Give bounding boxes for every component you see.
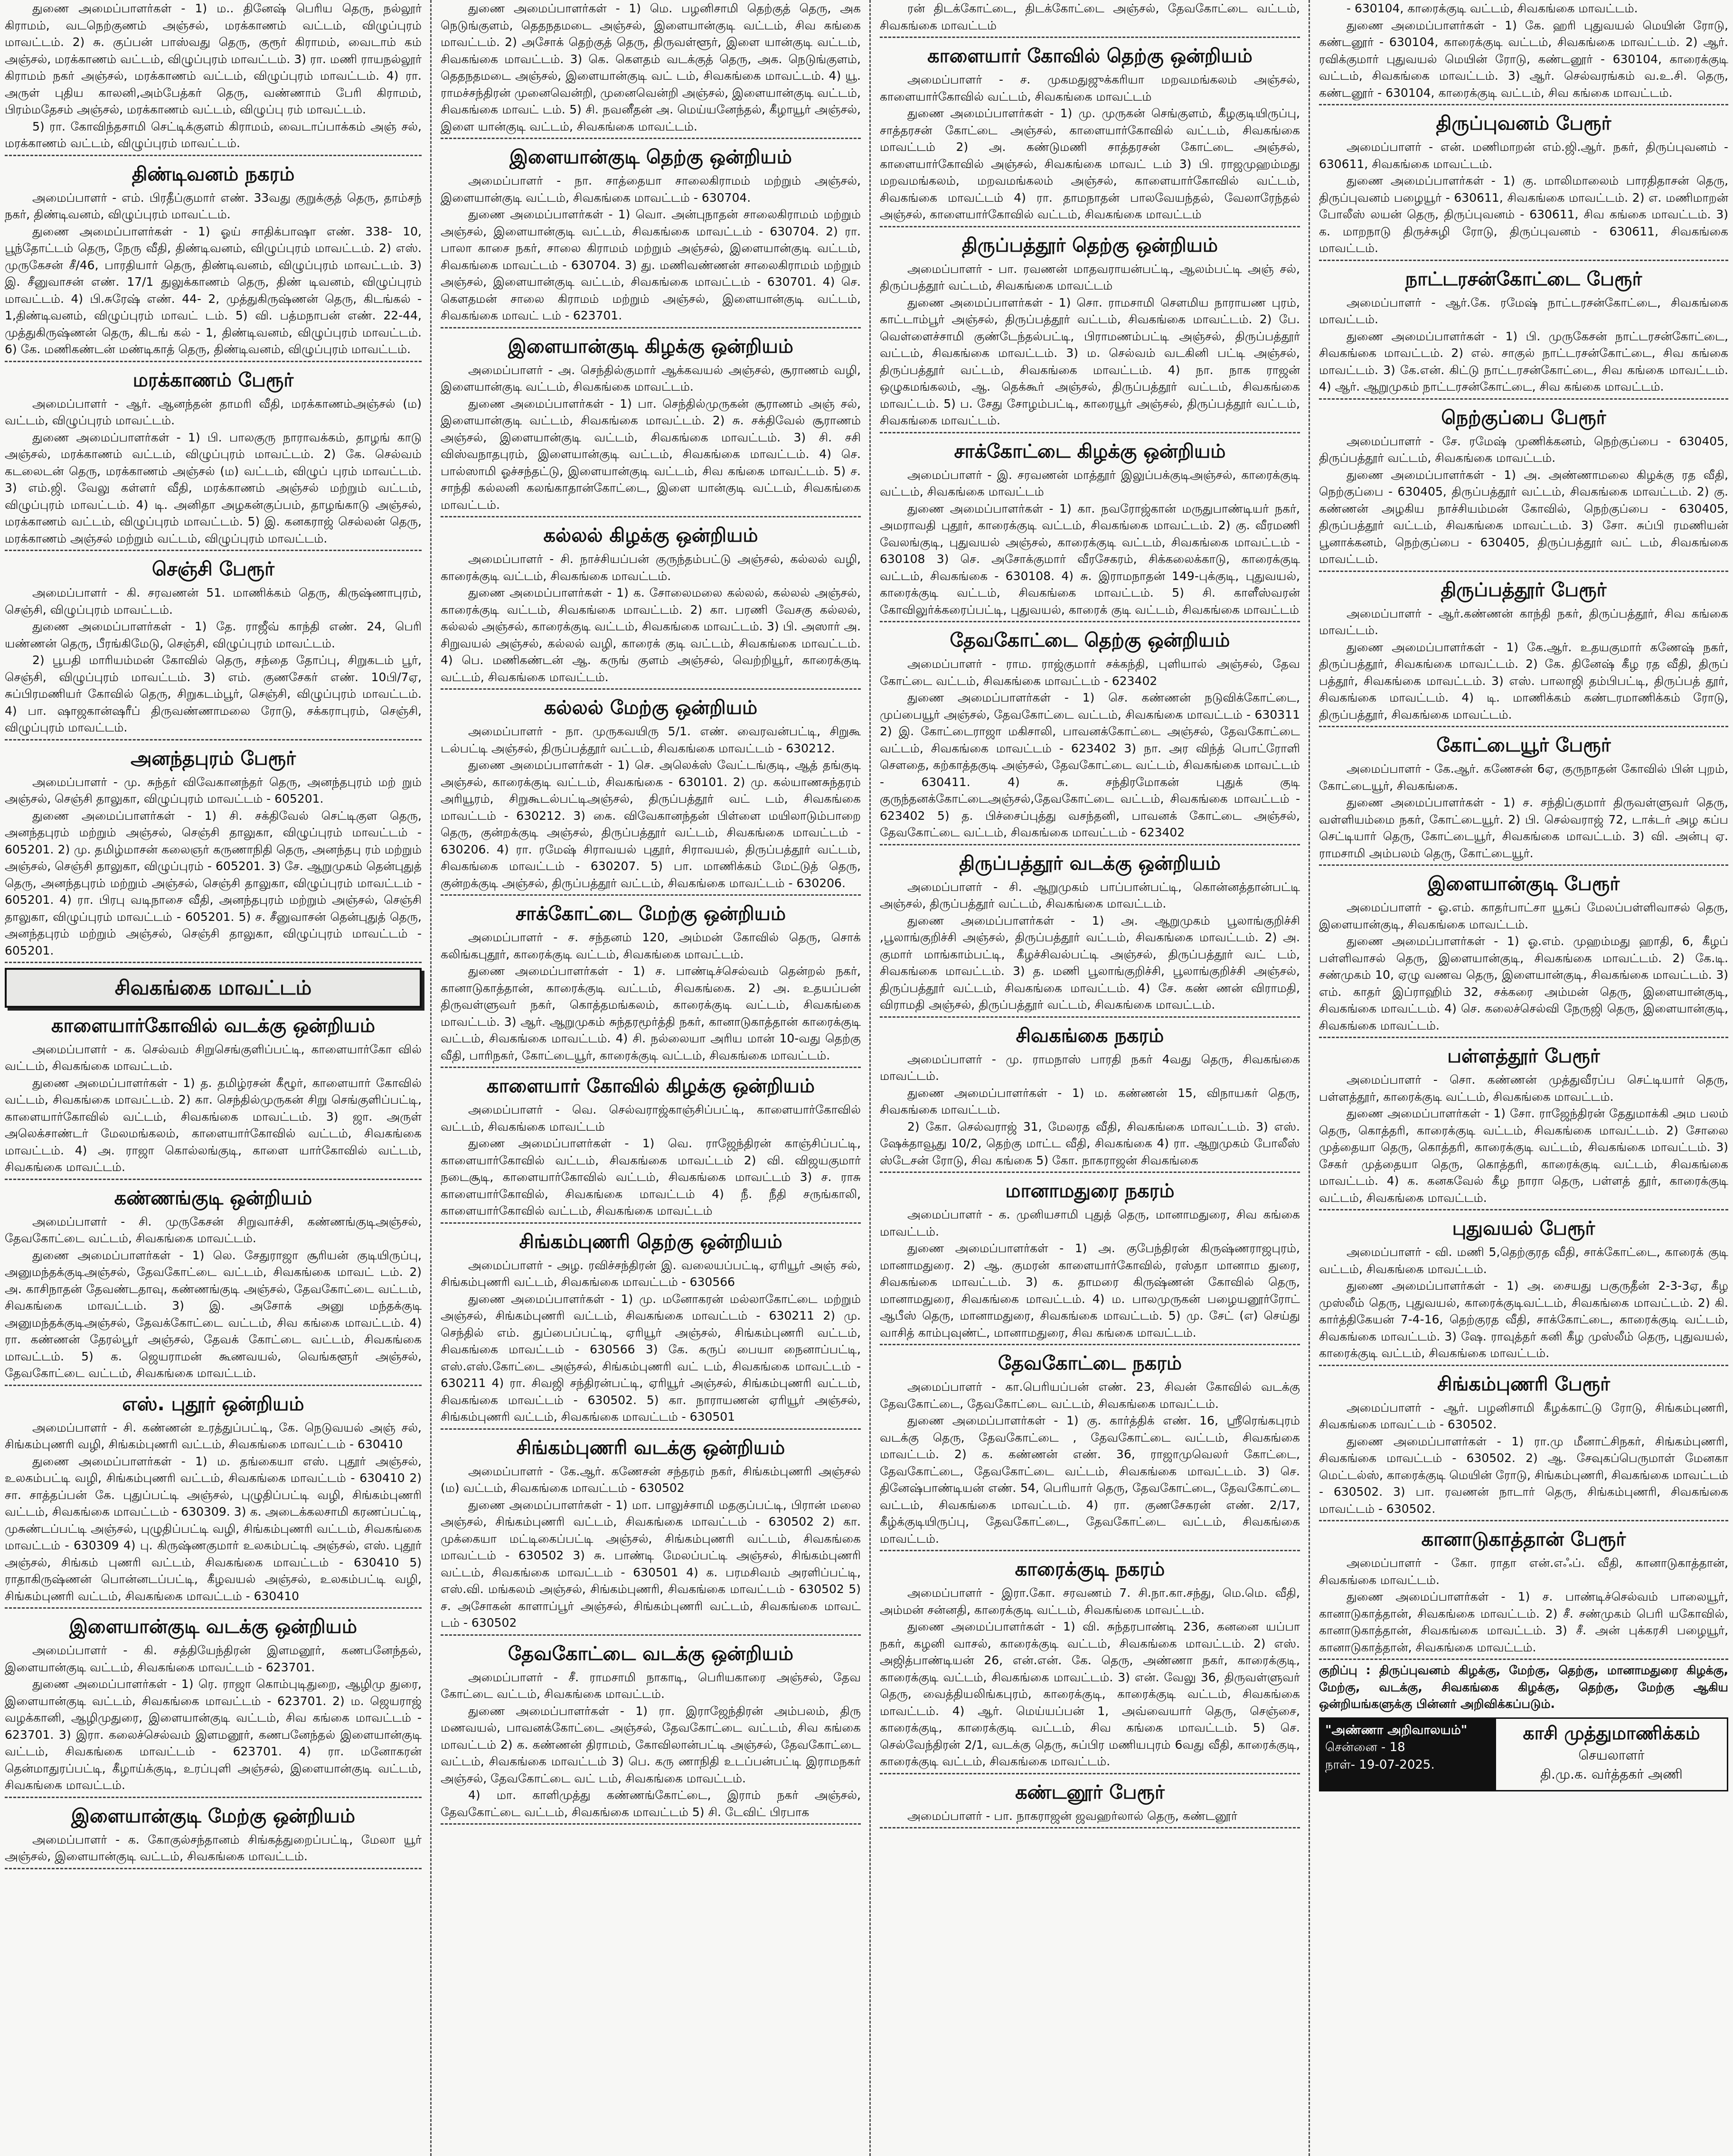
section-divider xyxy=(5,1797,422,1798)
notice-paragraph: அமைப்பாளர் - சொ. கண்ணன் முத்துவீரப்ப செட்டியார் தெரு, பள்ளத்தூர், காரைக்குடி வட்டம், சிவகங்கை மாவட்டம். xyxy=(1319,1073,1728,1104)
office-name: "அண்ணா அறிவாலயம்" xyxy=(1325,1723,1468,1737)
notice-paragraph: 2) கோ. செல்வராஜ் 31, மேலரத வீதி, சிவகங்கை மாவட்டம். 3) எஸ். ஷேக்தாவூது 10/2, தெற்கு மாட்ட வீதி, சிவகங்கை 4) ரா. ஆறுமுகம் போலீஸ் ஸ்டேசன் ரோடு, சிவ கங்கை 5) கோ. நாகராஜன் சிவகங்கை xyxy=(880,1119,1300,1167)
notice-paragraph: அமைப்பாளர் - கி. சரவணன் 51. மாணிக்கம் தெரு, கிருஷ்ணாபுரம், செஞ்சி, விழுப்புரம் மாவட்டம். xyxy=(5,586,422,617)
notice-paragraph: துணை அமைப்பாளர்கள் - 1) அ. ஆறுமுகம் பூலாங்குறிச்சி ,பூலாங்குறிச்சி அஞ்சல், திருப்பத்தூர் வட்டம், சிவகங்கை மாவட்டம். 2) அ. குமார் மாங்காம்பட்டி, கீழச்சிவல்பட்டி அஞ்சல், திருப்பத்தூர் வட் டம், சிவகங்கை மாவட்டம். 3) த. மணி பூலாங்குறிச்சி, பூலாங்குறிச்சி அஞ்சல், திருப்பத்தூர் வட்டம், சிவகங்கை மாவட்டம். 4) சே. கண் ணன் விராமதி, விராமதி அஞ்சல், திருப்பத்தூர் வட்டம், சிவகங்கை மாவட்டம். xyxy=(880,913,1300,1012)
notice-paragraph: துணை அமைப்பாளர்கள் - 1) செ. கண்ணன் நடுவிக்கோட்டை, முப்பையூர் அஞ்சல், தேவகோட்டை வட்டம், சிவகங்கை மாவட்டம் - 630311 2) இ. கோட்டைராஜா மகிசாலி, பாவனக்கோட்டை அஞ்சல், தேவகோட்டை வட்டம், சிவகங்கை மாவட்டம் - 623402 3) நா. அர விந்த் பொட்ரோளி சௌதை, கற்காத்தகுடி அஞ்சல், தேவகோட்டை வட்டம், சிவகங்கை மாவட்டம் - 630411. 4) சு. சந்திரமோகன் புதுக் குடி குருந்தனக்கோட்டைஅஞ்சல்,தேவகோட்டை வட்டம், சிவகங்கை மாவட்டம் - 623402 5) த. பிச்சைப்புத்து வசந்தனி, பாவனக் கோட்டை அஞ்சல், தேவகோட்டை வட்டம், சிவகங்கை மாவட்டம் - 623402 xyxy=(880,691,1300,839)
section-divider xyxy=(1319,398,1728,400)
section-divider xyxy=(1319,104,1728,105)
section-heading: திண்டிவனம் நகரம் xyxy=(132,163,295,185)
notice-paragraph: அமைப்பாளர் - கோ. ராதா என்.எஃப். வீதி, கானாடுகாத்தான், சிவகங்கை மாவட்டம். xyxy=(1319,1556,1728,1587)
notice-section xyxy=(441,146,861,324)
section-heading: கல்லல் மேற்கு ஒன்றியம் xyxy=(544,697,758,719)
notice-section xyxy=(5,1805,422,1865)
notice-section xyxy=(441,1436,861,1631)
notice-section xyxy=(880,45,1300,223)
section-heading: திருப்பத்தூர் தெற்கு ஒன்றியம் xyxy=(961,234,1218,256)
notice-paragraph: அமைப்பாளர் - ச. சந்தனம் 120, அம்மன் கோவில் தெரு, சொக் கலிங்கபுதூர், காரைக்குடி வட்டம், சிவகங்கை மாவட்டம். xyxy=(441,930,861,961)
signature-block xyxy=(1319,1717,1728,1791)
section-divider xyxy=(880,432,1300,433)
notice-paragraph: துணை அமைப்பாளர்கள் - 1) ச. சந்திப்குமார் திருவள்ளுவர் தெரு, வள்ளியம்மை நகர், கோட்டையூர். 2) பி. செல்வராஜ் 72, டாக்டர் அழ கப்ப செட்டியார் தெரு, கோட்டையூர், சிவகங்கை மாவட்டம். 3) வி. அன்பு ஏ. ராமசாமி அம்பலம் தெரு, கோட்டையூர். xyxy=(1319,796,1728,860)
notice-paragraph: துணை அமைப்பாளர்கள் - 1) ச. பாண்டிச்செல்வம் பாலையூர், கானாடுகாத்தான், சிவகங்கை மாவட்டம். 2) சீ. சண்முகம் பெரி யகோவில், கானாடுகாத்தான், சிவகங்கை மாவட்டம். 3) சீ. அன் புக்கரசி பழையூர், கானாடுகாத்தான், சிவகங்கை மாவட்டம். xyxy=(1319,1590,1728,1654)
notice-section xyxy=(880,1024,1300,1169)
notice-section xyxy=(5,0,422,152)
notice-section xyxy=(441,696,861,891)
section-heading: நாட்டரசன்கோட்டை பேரூர் xyxy=(1405,268,1642,290)
notice-paragraph: துணை அமைப்பாளர்கள் - 1) பி. பாலகுரு நாராவக்கம், தாழங் காடு அஞ்சல், மரக்காணம் வட்டம், விழுப்புரம் மாவட்டம். 2) கே. செல்வம் கடலைடன் தெரு, மரக்காணம் அஞ்சல் (ம) வட்டம், விழுப் புரம் மாவட்டம். 3) எம்.ஜி. வேலு கள்ளர் வீதி, மரக்காணம் அஞ்சல் மற்றும் வட்டம், விழுப்புரம் மாவட்டம். 4) டி. அனிதா அழகன்குப்பம், தாழங்காடு அஞ்சல், மரக்காணம் வட்டம், விழுப்புரம் மாவட்டம். 5) இ. கனகராஜ் செல்லன் தெரு, மரக்காணம் அஞ்சல் மற்றும் வட்டம், விழுப்புரம் மாவட்டம். xyxy=(5,430,422,545)
notice-paragraph: அமைப்பாளர் - சி. கண்ணன் உரத்துப்பட்டி, கே. நெடுவயல் அஞ் சல், சிங்கம்புணரி வழி, சிங்கம்புணரி வட்டம், சிவகங்கை மாவட்டம் - 630410 xyxy=(5,1420,422,1452)
section-divider xyxy=(1319,1520,1728,1521)
notice-paragraph: அமைப்பாளர் - க. செல்வம் சிறுசெங்குளிப்பட்டி, காளையார்கோ வில் வட்டம், சிவகங்கை மாவட்டம். xyxy=(5,1042,422,1073)
office-city: சென்னை - 18 xyxy=(1325,1740,1405,1755)
section-heading: இளையான்குடி பேரூர் xyxy=(1427,873,1620,895)
section-divider xyxy=(441,516,861,517)
notice-section xyxy=(880,629,1300,841)
notice-paragraph: அமைப்பாளர் - அழ. ரவிச்சந்திரன் இ. வலையப்பட்டி, ஏரியூர் அஞ் சல், சிங்கம்புணரி வட்டம், சிவகங்கை மாவட்டம் - 630566 xyxy=(441,1258,861,1289)
notice-paragraph: துணை அமைப்பாளர்கள் - 1) மு. மனோகரன் மல்லாகோட்டை மற்றும் அஞ்சல், சிங்கம்புணரி வட்டம், சிவகங்கை மாவட்டம் - 630211 2) மு. செந்தில் எம். துப்பைப்பட்டி, ஏரியூர் அஞ்சல், சிங்கம்புணரி வட்டம், சிவகங்கை மாவட்டம் - 630566 3) கே. கருப் பையா நைனாப்பட்டி, எஸ்.எஸ்.கோட்டை அஞ்சல், சிங்கம்புணரி வட் டம், சிவகங்கை மாவட்டம் - 630211 4) ரா. சிவஜி சந்திரன்பட்டி, ஏரியூர் அஞ்சல், சிங்கம்புணரி வட்டம், சிவகங்கை மாவட்டம் - 630502. 5) கா. நாராயணன் ஏரியூர் அஞ்சல், சிங்கம்புணரி வட்டம், சிவகங்கை மாவட்டம் - 630501 xyxy=(441,1292,861,1424)
notice-section xyxy=(5,163,422,358)
notice-section xyxy=(880,852,1300,1013)
notice-paragraph: அமைப்பாளர் - கா.பெரியப்பன் எண். 23, சிவன் கோவில் வடக்கு தேவகோட்டை, தேவகோட்டை வட்டம், சிவகங்கை மாவட்டம். xyxy=(880,1380,1300,1411)
notice-section xyxy=(1319,0,1728,101)
section-divider xyxy=(880,226,1300,227)
notice-paragraph: அமைப்பாளர் - இரா.கோ. சரவணம் 7. சி.நா.கா.சந்து, மெ.மெ. வீதி, அம்மன் சன்னதி, காரைக்குடி வட்டம், சிவகங்கை மாவட்டம். xyxy=(880,1586,1300,1617)
section-divider xyxy=(1319,260,1728,261)
issue-date: நாள்- 19-07-2025. xyxy=(1325,1758,1435,1772)
section-heading: கோட்டையூர் பேரூர் xyxy=(1436,734,1611,756)
section-divider xyxy=(880,1344,1300,1345)
notice-paragraph: துணை அமைப்பாளர்கள் - 1) மா. பாலுச்சாமி மதகுப்பட்டி, பிரான் மலை அஞ்சல், சிங்கம்புணரி வட்டம், சிவகங்கை மாவட்டம் - 630502 2) கா. முக்கையா மட்டிகைப்பட்டி அஞ்சல், சிங்கம்புணரி வட்டம், சிவகங்கை மாவட்டம் - 630502 3) சு. பாண்டி மேலப்பட்டி அஞ்சல், சிங்கம்புணரி வட்டம், சிவகங்கை மாவட்டம் - 630501 4) க. பரமசிவம் அரளிப்பட்டி, எஸ்.வி. மங்கலம் அஞ்சல், சிங்கம்புணரி, சிவகங்கை மாவட்டம் - 630502 5) ச. அசோகன் காளாப்பூர் அஞ்சல், சிங்கம்புணரி வட்டம், சிவகங்கை மாவட் டம் - 630502 xyxy=(441,1498,861,1630)
section-heading: பள்ளத்தூர் பேரூர் xyxy=(1447,1045,1600,1067)
notice-paragraph: அமைப்பாளர் - க. கோகுல்சந்தானம் சிங்கத்துறைப்பட்டி, மேலா யூர் அஞ்சல், இளையான்குடி வட்டம், சிவகங்கை மாவட்டம். xyxy=(5,1832,422,1864)
section-divider xyxy=(441,1823,861,1825)
section-heading: சிவகங்கை நகரம் xyxy=(1016,1024,1164,1047)
notice-paragraph: துணை அமைப்பாளர்கள் - 1) பி. முருகேசன் நாட்டரசன்கோட்டை, சிவகங்கை மாவட்டம். 2) எல். சாகுல் நாட்டரசன்கோட்டை, சிவ கங்கை மாவட்டம். 3) கே.என். கிட்டு நாட்டரசன்கோட்டை, சிவ கங்கை மாவட்டம். 4) ஆர். ஆறுமுகம் நாட்டரசன்கோட்டை, சிவ கங்கை மாவட்டம். xyxy=(1319,329,1728,394)
notice-paragraph: துணை அமைப்பாளர்கள் - 1) ச. பாண்டிச்செல்வம் தென்றல் நகர், கானாடுகாத்தான், காரைக்குடி வட்டம், சிவகங்கை. 2) அ. உதயப்பன் திருவள்ளுவர் நகர், கொத்தமங்கலம், காரைக்குடி வட்டம், சிவகங்கை மாவட்டம். 3) ஆர். ஆறுமுகம் சுந்தரமூர்த்தி நகர், கானாடுகாத்தான் காரைக்குடி வட்டம், சிவகங்கை மாவட்டம். 4) சி. நல்லையா அரிய மான் 10-வது தெற்கு வீதி, பாரிநகர், கோட்டையூர், காரைக்குடி வட்டம், சிவகங்கை மாவட்டம். xyxy=(441,964,861,1062)
notice-paragraph: துணை அமைப்பாளர்கள் - 1) ரெ. ராஜா கொம்புடிதுறை, ஆழிமு துரை, இளையான்குடி வட்டம், சிவகங்கை மாவட்டம் - 623701. 2) ம. ஜெயராஜ் வழக்கானி, ஆழிமுதுரை, இளையான்குடி வட்டம், சிவ கங்கை மாவட்டம் - 623701. 3) இரா. கலைச்செல்வம் இளமனூர், கணபனேந்தல் இளையான்குடி வட்டம், சிவகங்கை மாவட்டம் - 623701. 4) ரா. மனோகரன் தென்மாதுரப்பட்டி, கீழாய்க்குடி, உரப்புளி அஞ்சல், இளையான்குடி வட்டம், சிவகங்கை மாவட்டம். xyxy=(5,1677,422,1792)
section-divider xyxy=(441,1222,861,1224)
notice-section xyxy=(5,1014,422,1176)
district-banner: சிவகங்கை மாவட்டம் xyxy=(5,968,422,1008)
section-heading: தேவகோட்டை நகரம் xyxy=(998,1352,1182,1374)
notice-paragraph: அமைப்பாளர் - ஓ.எம். காதர்பாட்சா யூசுப் மேலப்பள்ளிவாசல் தெரு, இளையான்குடி, சிவகங்கை மாவட்டம். xyxy=(1319,900,1728,931)
office-address xyxy=(1320,1719,1496,1790)
notice-paragraph: 2) பூபதி மாரியம்மன் கோவில் தெரு, சந்தை தோப்பு, சிறுகடம் பூர், செஞ்சி, விழுப்புரம் மாவட்டம். 3) எம். குணசேகர் எண். 10பி/7ஏ, சுப்பிரமணியர் கோவில் தெரு, சிறுகடம்பூர், செஞ்சி, விழுப்புரம் மாவட்டம். 4) பா. ஷாஜகான்ஷரீப் திருவண்ணாமலை ரோடு, சக்கராபுரம், செஞ்சி, விழுப்புரம் மாவட்டம். xyxy=(5,653,422,734)
notice-paragraph: 5) ரா. கோவிந்தசாமி செட்டிக்குளம் கிராமம், வைடாப்பாக்கம் அஞ் சல், மரக்காணம் வட்டம், விழுப்புரம் மாவட்டம். xyxy=(5,119,422,150)
notice-paragraph: துணை அமைப்பாளர்கள் - 1) ம. தங்கையா எஸ். புதூர் அஞ்சல், உலகம்பட்டி வழி, சிங்கம்புணரி வட்டம், சிவகங்கை மாவட்டம் - 630410 2) சா. சாத்தப்பன் கே. புதுப்பட்டி அஞ்சல், புழுதிப்பட்டி வழி, சிங்கம்புணரி வட்டம், சிவகங்கை மாவட்டம் - 630309. 3) க. அடைக்கலசாமி கரணப்பட்டி, முசுண்டப்பட்டி அஞ்சல், புழுதிப்பட்டி வழி, சிங்கம்புணரி வட்டம், சிவகங்கை மாவட்டம் - 630309 4) பு. கிருஷ்ணகுமார் உலகம்பட்டி அஞ்சல், எஸ். புதூர் அஞ்சல், சிங்கம் புணரி வட்டம், சிவகங்கை மாவட்டம் - 630410 5) ராதாகிருஷ்ணன் பொன்னடப்பட்டி, கீழவயல் அஞ்சல், உலகம்பட்டி வழி, சிங்கம்புணரி வட்டம், சிவகங்கை மாவட்டம் - 630410 xyxy=(5,1454,422,1603)
notice-paragraph: துணை அமைப்பாளர்கள் - 1) த. தமிழ்ரசன் கீழூர், காளையார் கோவில் வட்டம், சிவகங்கை மாவட்டம். 2) கா. செந்தில்முருகன் சிறு செங்குளிப்பட்டி, காளையார்கோவில் வட்டம், சிவகங்கை மாவட்டம். 3) ஜா. அருள் அலெக்சாண்டர் மேலமங்கலம், காளையார்கோவில் வட்டம், சிவகங்கை மாவட்டம். 4) அ. ராஜா கொல்லங்குடி, காளை யார்கோவில் வட்டம், சிவகங்கை மாவட்டம். xyxy=(5,1076,422,1174)
notice-section xyxy=(5,558,422,736)
section-heading: காளையார்கோவில் வடக்கு ஒன்றியம் xyxy=(51,1014,376,1037)
notice-section xyxy=(441,1642,861,1821)
notice-section xyxy=(1319,1528,1728,1656)
section-divider xyxy=(1319,726,1728,727)
notice-paragraph: அமைப்பாளர் - அ. செந்தில்குமார் ஆக்கவயல் அஞ்சல், சூராணம் வழி, இளையான்குடி வட்டம், சிவகங்கை மாவட்டம். xyxy=(441,363,861,394)
footnote: குறிப்பு : திருப்புவனம் கிழக்கு, மேற்கு, தெற்கு, மானாமதுரை கிழக்கு, மேற்கு, வடக்கு, சிவகங்கை கிழக்கு, தெற்கு, மேற்கு ஆகிய ஒன்றியங்களுக்கு பின்னர் அறிவிக்கப்படும். xyxy=(1319,1663,1728,1711)
notice-paragraph: அமைப்பாளர் - வி. மணி 5,தெற்குரத வீதி, சாக்கோட்டை, காரைக் குடி வட்டம், சிவகங்கை மாவட்டம். xyxy=(1319,1245,1728,1276)
notice-section xyxy=(441,902,861,1064)
column-divider xyxy=(869,0,871,2156)
notice-paragraph: துணை அமைப்பாளர்கள் - 1) வொ. அன்புநாதன் சாலைகிராமம் மற்றும் அஞ்சல், இளையான்குடி வட்டம், சிவகங்கை மாவட்டம் - 630704. 2) ரா. பாலா காசை நகர், சாலை கிராமம் மற்றும் அஞ்சல், இளையான்குடி வட்டம், சிவகங்கை மாவட்டம் - 630704. 3) து. மணிவண்ணன் சாலைகிராமம் மற்றும் அஞ்சல், இளையான்குடி வட்டம், சிவகங்கை மாவட்டம் - 630701. 4) செ. கௌதமன் சாலை கிராமம் மற்றும் அஞ்சல், இளையான்குடி வட்டம், சிவகங்கை மாவட் டம் - 623701. xyxy=(441,207,861,322)
notice-paragraph: அமைப்பாளர் - என். மணிமாறன் எம்.ஜி.ஆர். நகர், திருப்புவனம் - 630611, சிவகங்கை மாவட்டம். xyxy=(1319,140,1728,171)
notice-section xyxy=(441,335,861,514)
notice-paragraph: அமைப்பாளர் - நா. முருகவயிரு 5/1. எண். வைரவன்பட்டி, சிறுகூ டல்பட்டி அஞ்சல், திருப்பத்தூர் வட்டம், சிவகங்கை மாவட்டம் - 630212. xyxy=(441,724,861,755)
section-divider xyxy=(1319,1209,1728,1210)
notice-section xyxy=(1319,579,1728,723)
notice-paragraph: ரன் திடக்கோட்டை, திடக்கோட்டை அஞ்சல், தேவகோட்டை வட்டம், சிவகங்கை மாவட்டம் xyxy=(880,1,1300,32)
notice-section xyxy=(1319,1373,1728,1518)
notice-paragraph: துணை அமைப்பாளர்கள் - 1) ரா. இராஜேந்திரன் அம்பலம், திரு மணவயல், பாவனக்கோட்டை அஞ்சல், தேவகோட்டை வட்டம், சிவ கங்கை மாவட்டம் 2) க. கண்ணன் திராமம், கோவிலான்பட்டி அஞ்சல், தேவகோட்டை வட்டம், சிவகங்கை மாவட்டம் 3) பெ. கரு ணாநிதி உடப்பன்பட்டி இராமநகர் அஞ்சல், தேவகோட்டை வட் டம், சிவகங்கை மாவட்டம். xyxy=(441,1704,861,1785)
column-3 xyxy=(875,0,1305,2156)
notice-paragraph: அமைப்பாளர் - ஆர். ஆனந்தன் தாமரி வீதி, மரக்காணம்அஞ்சல் (ம) வட்டம், விழுப்புரம் மாவட்டம். xyxy=(5,396,422,427)
signer-name: காசி முத்துமாணிக்கம் xyxy=(1523,1722,1700,1744)
notice-paragraph: அமைப்பாளர் - எம். பிரதீப்குமார் எண். 33வது குறுக்குத் தெரு, தாம்சந் நகர், திண்டிவனம், விழுப்புரம் மாவட்டம். xyxy=(5,190,422,221)
notice-section xyxy=(1319,112,1728,257)
section-divider xyxy=(441,1428,861,1430)
section-divider xyxy=(1319,1659,1728,1660)
notice-paragraph: துணை அமைப்பாளர்கள் - 1) மெ. பழனிசாமி தெற்குத் தெரு, அக நெடுங்குளம், தெதநதமடை அஞ்சல், இளையான்குடி வட்டம், சிவ கங்கை மாவட்டம். 2) அசோக் தெற்குத் தெரு, திருவள்ளூர், இளை யான்குடி வட்டம், சிவகங்கை மாவட்டம். 3) கெ. கௌதம் வடக்குத் தெரு, அக. நெடுங்குளம், தெதநதமடை அஞ்சல், இளையான்குடி வட் டம், சிவகங்கை மாவட்டம். 4) யூ. ராமச்சந்திரன் முனைவென்றி, முனைவென்றி அஞ்சல், இளையான்குடி வட்டம், சிவகங்கை மாவட் டம். 5) சி. நவனீதன் அ. மெய்யனேந்தல், கீழாயூர் அஞ்சல், இளை யான்குடி வட்டம், சிவகங்கை மாவட்டம். xyxy=(441,1,861,133)
section-heading: சிங்கம்புணரி பேரூர் xyxy=(1437,1373,1611,1395)
notice-paragraph: துணை அமைப்பாளர்கள் - 1) ம. கண்ணன் 15, விநாயகர் தெரு, சிவகங்கை மாவட்டம். xyxy=(880,1086,1300,1116)
notice-paragraph: அமைப்பாளர் - இ. சரவணன் மாத்தூர் இலுப்பக்குடிஅஞ்சல், காரைக்குடி வட்டம், சிவகங்கை மாவட்டம் xyxy=(880,468,1300,498)
section-divider xyxy=(5,739,422,741)
signer-role: செயலாளர் xyxy=(1578,1747,1645,1763)
section-divider xyxy=(880,621,1300,622)
section-heading: அனந்தபுரம் பேரூர் xyxy=(130,747,296,769)
section-heading: காரைக்குடி நகரம் xyxy=(1015,1558,1165,1580)
section-divider xyxy=(880,1172,1300,1173)
section-heading: திருப்பத்தூர் பேரூர் xyxy=(1441,579,1607,601)
section-heading: நெற்குப்பை பேரூர் xyxy=(1441,406,1606,429)
section-divider xyxy=(880,1016,1300,1018)
section-divider xyxy=(5,1868,422,1869)
notice-paragraph: துணை அமைப்பாளர்கள் - 1) வெ. ராஜேந்திரன் காஞ்சிப்பட்டி, காளையார்கோவில் வட்டம், சிவகங்கை மாவட்டம் 2) வி. விஜயகுமார் நடைசூடி, காளையார்கோவில் வட்டம், சிவகங்கை மாவட்டம் 3) ச. ராசு காளையார்கோவில், சிவகங்கை மாவட்டம் 4) நீ. நீதி சருங்காலி, காளையார்கோவில் வட்டம், சிவகங்கை மாவட்டம் xyxy=(441,1136,861,1218)
notice-section xyxy=(5,1393,422,1605)
notice-paragraph: துணை அமைப்பாளர்கள் - 1) கே. ஹரி புதுவயல் மெயின் ரோடு, கண்டனூர் - 630104, காரைக்குடி வட்டம், சிவகங்கை மாவட்டம். 2) ஆர். ரவிக்குமார் புதுவயல் மெயின் ரோடு, கண்டனூர் - 630104, காரைக்குடி வட்டம், சிவகங்கை மாவட்டம். 3) ஆர். செல்வரங்கம் வ.உ.சி. தெரு, கண்டனூர் - 630104, காரைக்குடி வட்டம், சிவ கங்கை மாவட்டம். xyxy=(1319,18,1728,100)
section-heading: சிங்கம்புணரி வடக்கு ஒன்றியம் xyxy=(516,1436,785,1459)
section-divider xyxy=(5,1179,422,1180)
notice-section xyxy=(5,1615,422,1794)
notice-section xyxy=(441,1230,861,1425)
notice-paragraph: அமைப்பாளர் - சி. முருகேசன் சிறுவாச்சி, கண்ணங்குடிஅஞ்சல், தேவகோட்டை வட்டம், சிவகங்கை மாவட்டம். xyxy=(5,1214,422,1246)
notice-paragraph: துணை அமைப்பாளர்கள் - 1) சி. சக்திவேல் செட்டிகுள தெரு, அனந்தபுரம் மற்றும் அஞ்சல், செஞ்சி தாலுகா, விழுப்புரம் மாவட்டம் - 605201. 2) மு. தமிழ்மாசன் கலைஞர் கருணாநிதி தெரு, அனந்தபு ரம் மற்றும் அஞ்சல், செஞ்சி தாலுகா, விழுப்புரம் - 605201. 3) சே. ஆறுமுகம் தென்புதுத் தெரு, அனந்தபுரம் மற்றும் அஞ்சல், செஞ்சி தாலுகா, விழுப்புரம் மாவட்டம் - 605201. 4) ரா. பிரபு வடிநாசை வீதி, அனந்தபுரம் மற்றும் அஞ்சல், செஞ்சி தாலுகா, விழுப்புரம் மாவட்டம் - 605201. 5) ச. சீனுவாசன் தென்புதுத் தெரு, அனந்தபுரம் மற்றும் அஞ்சல், செஞ்சி தாலுகா, விழுப்புரம் மாவட்டம் - 605201. xyxy=(5,808,422,957)
notice-paragraph: அமைப்பாளர் - சே. ரமேஷ் முணிக்கனம், நெற்குப்பை - 630405, திருப்பத்தூர் வட்டம், சிவகங்கை மாவட்டம். xyxy=(1319,434,1728,465)
notice-paragraph: துணை அமைப்பாளர்கள் - 1) க. சோலைமலை கல்லல், கல்லல் அஞ்சல், காரைக்குடி வட்டம், சிவகங்கை மாவட்டம். 2) கா. பரணி வேசகு கல்லல், கல்லல் அஞ்சல், காரைக்குடி வட்டம், சிவகங்கை மாவட்டம். 3) பி. அஸார் அ. சிறுவயல் அஞ்சல், கல்லல் வழி, காரைக் குடி வட்டம், சிவகங்கை மாவட்டம். 4) பெ. மணிகண்டன் ஆ. கருங் குளம் அஞ்சல், வெற்றியூர், காரைக்குடி வட்டம், சிவகங்கை மாவட்டம். xyxy=(441,586,861,684)
section-divider xyxy=(5,550,422,551)
notice-paragraph: அமைப்பாளர் - சீ. ராமசாமி நாகாடி, பெரியகாரை அஞ்சல், தேவ கோட்டை வட்டம், சிவகங்கை மாவட்டம். xyxy=(441,1670,861,1701)
signatory xyxy=(1496,1719,1727,1790)
notice-section xyxy=(880,440,1300,619)
notice-section xyxy=(880,1781,1300,1825)
notice-section xyxy=(1319,1045,1728,1206)
section-divider xyxy=(441,1634,861,1636)
column-2 xyxy=(436,0,866,2156)
notice-section xyxy=(880,234,1300,429)
notice-paragraph: துணை அமைப்பாளர்கள் - 1) அ. குபேந்திரன் கிருஷ்ணராஜபுரம், மானாமதுரை. 2) ஆ. குமரன் காளையார்கோவில், ரஸ்தா மானாம துரை, சிவகங்கை மாவட்டம். 3) க. தாமரை கிருஷ்ணன் கோவில் தெரு, மானாமதுரை, சிவகங்கை மாவட்டம். 4) ம. பாலமுருகன் பழையனூர்ரோட் ஆபீஸ் தெரு, மானாமதுரை, சிவகங்கை மாவட்டம். 5) மு. சேட் (எ) செய்து வாசித் காம்புவுண்ட், மானாமதுரை, சிவ கங்கை மாவட்டம். xyxy=(880,1241,1300,1340)
notice-paragraph: துணை அமைப்பாளர்கள் - 1) சொ. ராமசாமி செளமிய நாராயண புரம், காட்டாம்பூர் அஞ்சல், திருப்பத்தூர் வட்டம், சிவகங்கை மாவட்டம். 2) பே. வெள்ளைச்சாமி குண்டேந்தல்பட்டி, பிராமணம்பட்டி அஞ்சல், திருப்பத்தூர் வட்டம், சிவகங்கை மாவட்டம். 3) ம. செல்வம் வடகினி பட்டி அஞ்சல், திருப்பத்தூர் வட்டம், சிவகங்கை மாவட்டம். 4) நா. நாக ராஜன் ஒழுகமங்கலம், ஆ. தெக்கூர் அஞ்சல், திருப்பத்தூர் வட்டம், சிவகங்கை மாவட்டம். 5) ப. சேது சோழம்பட்டி, காரையூர் அஞ்சல், திருப்பத்தூர் வட்டம், சிவகங்கை மாவட்டம். xyxy=(880,295,1300,427)
notice-paragraph: துணை அமைப்பாளர்கள் - 1) கு. மாலிமாலைம் பாரதிதாசன் தெரு, திருப்புவனம் பழையூர் - 630611, சிவகங்கை மாவட்டம். 2) எ. மணிமாறன் போலீஸ் லயன் தெரு, திருப்புவனம் - 630611, சிவ கங்கை மாவட்டம். 3) க. மாறநாடு திருச்சுழி ரோடு, திருப்புவனம் - 630611, சிவகங்கை மாவட்டம். xyxy=(1319,174,1728,255)
notice-paragraph: அமைப்பாளர் - ராம. ராஜ்குமார் சக்கந்தி, புளியால் அஞ்சல், தேவ கோட்டை வட்டம், சிவகங்கை மாவட்டம் - 623402 xyxy=(880,657,1300,688)
notice-paragraph: துணை அமைப்பாளர்கள் - 1) லெ. சேதுராஜா சூரியன் குடியிருப்பு, அனுமந்தக்குடிஅஞ்சல், தேவகோட்டை வட்டம், சிவகங்கை மாவட் டம். 2) அ. காசிநாதன் தேவண்டதாவு, கண்ணங்குடி அஞ்சல், தேவகோட்டை வட்டம், சிவகங்கை மாவட்டம். 3) இ. அசோக் அனு மந்தக்குடி அனுமந்தக்குடிஅஞ்சல், தேவக்கோட்டை வட்டம், சிவ கங்கை மாவட்டம். 4) ரா. கண்ணன் தேரல்பூர் அஞ்சல், தேவக் கோட்டை வட்டம், சிவகங்கை மாவட்டம். 5) க. ஜெயராமன் கூணவயல், வெங்களூர் அஞ்சல், தேவகோட்டை வட்டம், சிவகங்கை மாவட்டம். xyxy=(5,1248,422,1380)
section-heading: மானாமதுரை நகரம் xyxy=(1005,1180,1175,1202)
section-divider xyxy=(5,1607,422,1609)
section-divider xyxy=(5,1385,422,1386)
notice-paragraph: துணை அமைப்பாளர்கள் - 1) கா. நவரோஜ்கான் மருதுபாண்டியர் நகர், அமராவதி புதூர், காரைக்குடி வட்டம், சிவகங்கை மாவட்டம். 2) கு. வீரமணி வேலங்குடி, புதுவயல் அஞ்சல், காரைக்குடி வட்டம், சிவகங்கை மாவட்டம் - 630108 3) செ. அசோக்குமார் வீரசேகரம், சிக்கலைக்காடு, காரைக்குடி வட்டம், சிவகங்கை - 630108. 4) சு. இராமநாதன் 149-புக்குடி, புதுவயல், காரைக்குடி வட்டம், சிவகங்கை மாவட்டம். 5) சி. காளீஸ்வரன் கோவிலுர்க்கரைப்பட்டி, புதுவயல், காரைக் குடி வட்டம், சிவகங்கை மாவட்டம் xyxy=(880,501,1300,617)
notice-section xyxy=(880,1352,1300,1547)
notice-paragraph: துணை அமைப்பாளர்கள் - 1) அ. சையது பகுருதீன் 2-3-3ஏ, கீழ முஸ்லீம் தெரு, புதுவயல், காரைக்குடிவட்டம், சிவகங்கை மாவட்டம். 2) கி. கார்த்திகேயன் 7-4-16, தெற்குரத வீதி, சாக்கோட்டை, காரைக்குடி வட்டம், சிவகங்கை மாவட்டம். 3) ஷே. ராவுத்தர் கனி கீழ முஸ்லீம் தெரு, புதுவயல், காரைக்குடி வட்டம், சிவகங்கை மாவட்டம். xyxy=(1319,1279,1728,1360)
notice-paragraph: துணை அமைப்பாளர்கள் - 1) ஓய் சாதிக்பாஷா எண். 338- 10, பூந்தோட்டம் தெரு, நேரு வீதி, திண்டிவனம், விழுப்புரம் மாவட்டம். 2) எஸ். முருகேசன் சீ/46, பாரதியார் தெரு, திண்டிவனம், விழுப்புரம் மாவட்டம். 3) இ. சீனுவாசன் எண். 17/1 துலுக்காணம் தெரு, திண் டிவனம், விழுப்புரம் மாவட்டம். 4) பி.சுரேஷ் எண். 44- 2, முத்துகிருஷ்ணன் தெரு, கிடங்கல் - 1,திண்டிவனம், விழுப்புரம் மாவட் டம். 5) வி. பத்மநாபன் எண். 22-44, முத்துகிருஷ்ணன் தெரு, கிடங் கல் - 1, திண்டிவனம், விழுப்புரம் மாவட்டம். 6) கே. மணிகண்டன் மண்டிகாத் தெரு, திண்டிவனம், விழுப்புரம் மாவட்டம். xyxy=(5,224,422,356)
section-heading: மரக்காணம் பேரூர் xyxy=(132,369,294,391)
notice-paragraph: அமைப்பாளர் - நா. சாத்தையா சாலைகிராமம் மற்றும் அஞ்சல், இளையான்குடி வட்டம், சிவகங்கை மாவட்டம் - 630704. xyxy=(441,174,861,205)
notice-paragraph: துணை அமைப்பாளர்கள் - 1) கே.ஆர். உதயகுமார் கணேஷ் நகர், திருப்பத்தூர், சிவகங்கை மாவட்டம். 2) கே. தினேஷ் கீழ ரத வீதி, திருப் பத்தூர், சிவகங்கை மாவட்டம். 3) எஸ். பாலாஜி தம்பிபட்டி, திருப்பத் தூர், சிவகங்கை மாவட்டம். 4) டி. மாணிக்கம் கண்டரமாணிக்கம் ரோடு, திருப்பத்தூர், சிவகங்கை மாவட்டம். xyxy=(1319,640,1728,722)
section-heading: கல்லல் கிழக்கு ஒன்றியம் xyxy=(543,525,758,546)
notice-paragraph: அமைப்பாளர் - சி. ஆறுமுகம் பாப்பான்பட்டி, கொன்னத்தான்பட்டி அஞ்சல், திருப்பத்தூர் வட்டம், சிவகங்கை மாவட்டம். xyxy=(880,880,1300,910)
section-heading: கண்டனூர் பேரூர் xyxy=(1015,1781,1165,1803)
notice-paragraph: அமைப்பாளர் - கே.ஆர். கணேசன் 6ஏ, குருநாதன் கோவில் பின் புறம், கோட்டையூர், சிவகங்கை. xyxy=(1319,762,1728,793)
section-heading: திருப்புவனம் பேரூர் xyxy=(1436,112,1611,134)
section-divider xyxy=(880,1550,1300,1551)
section-divider xyxy=(441,327,861,328)
section-heading: இளையான்குடி கிழக்கு ஒன்றியம் xyxy=(508,335,793,357)
notice-section xyxy=(5,747,422,959)
notice-paragraph: துணை அமைப்பாளர்கள் - 1) கு. கார்த்திக் எண். 16, ஸ்ரீரெங்கபுரம் வடக்கு தெரு, தேவகோட்டை , தேவகோட்டை வட்டம், சிவகங்கை மாவட்டம். 2) க. கண்ணன் எண். 36, ராஜாமுவெலர் கோட்டை, தேவகோட்டை, தேவகோட்டை வட்டம், சிவகங்கை மாவட்டம். 3) செ. தினேஷ்பாண்டியன் எண். 54, பெரியார் தெரு, தேவகோட்டை, தேவகோட்டை வட்டம், சிவகங்கை மாவட்டம். 4) ரா. குணசேகரன் எண். 2/17, கீழ்க்குடியிருப்பு, தேவகோட்டை, தேவகோட்டை வட்டம், சிவகங்கை மாவட்டம். xyxy=(880,1414,1300,1546)
column-divider xyxy=(1309,0,1310,2156)
column-4 xyxy=(1314,0,1733,2156)
notice-section xyxy=(5,369,422,547)
notice-paragraph: துணை அமைப்பாளர்கள் - 1) அ. அண்ணாமலை கிழக்கு ரத வீதி, நெற்குப்பை - 630405, திருப்பத்தூர் வட்டம், சிவகங்கை மாவட்டம். 2) கு. கண்ணன் அழகிய நாச்சியம்மன் கோவில், நெற்குப்பை - 630405, திருப்பத்தூர் வட்டம், சிவகங்கை மாவட்டம். 3) சோ. சுப்பி ரமணியன் பூனாக்கனம், நெற்குப்பை - 630405, திருப்பத்தூர் வட் டம், சிவகங்கை மாவட்டம். xyxy=(1319,468,1728,566)
section-heading: புதுவயல் பேரூர் xyxy=(1452,1218,1595,1239)
section-divider xyxy=(880,844,1300,845)
section-divider xyxy=(441,138,861,139)
section-heading: தேவகோட்டை தெற்கு ஒன்றியம் xyxy=(950,629,1230,651)
section-divider xyxy=(5,361,422,362)
notice-section xyxy=(1319,406,1728,568)
notice-paragraph: துணை அமைப்பாளர்கள் - 1) ஓ.எம். முஹம்மது ஹாதி, 6, கீழப் பள்ளிவாசல் தெரு, இளையான்குடி, சிவகங்கை மாவட்டம். 2) கே.டி. சண்முகம் 10, ஏழு வணவ தெரு, இளையான்குடி, சிவகங்கை மாவட்டம். 3) எம். காதர் இப்ராஹிம் 32, சக்கரை அம்மன் தெரு, இளையான்குடி, சிவகங்கை மாவட்டம். 4) செ. கலைச்செல்வி நேருஜி தெரு, இளையான்குடி, சிவகங்கை மாவட்டம். xyxy=(1319,934,1728,1032)
section-heading: சாக்கோட்டை மேற்கு ஒன்றியம் xyxy=(515,903,786,925)
notice-section xyxy=(1319,872,1728,1034)
section-divider xyxy=(5,962,422,963)
notice-paragraph: துணை அமைப்பாளர்கள் - 1) செ. அலெக்ஸ் வேட்டங்குடி, ஆத் தங்குடி அஞ்சல், காரைக்குடி வட்டம், சிவகங்கை - 630101. 2) மு. கல்யாணசுந்தரம் அரியூரம், சிறுகூடல்பட்டிஅஞ்சல், திருப்பத்தூர் வட் டம், சிவகங்கை மாவட்டம் - 630212. 3) கை. விவேகானந்தன் பிள்ளை மயிலாடும்பாறை தெரு, குன்றக்குடி அஞ்சல், திருப்பத்தூர் வட்டம், சிவகங்கை மாவட்டம் - 630206. 4) ரா. ரமேஷ் சிராவயல் புதூர், சிராவயல், திருப்பத்தூர் வட்டம், சிவகங்கை மாவட்டம் - 630207. 5) பா. மாணிக்கம் மேட்டுத் தெரு, குன்றக்குடி அஞ்சல், திருப்பத்தூர் வட்டம், சிவகங்கை மாவட்டம் - 630206. xyxy=(441,758,861,890)
notice-section xyxy=(5,1187,422,1382)
notice-paragraph: துணை அமைப்பாளர்கள் - 1) சோ. ராஜேந்திரன் தேதுமாக்கி அம பலம் தெரு, கொத்தரி, காரைக்குடி வட்டம், சிவகங்கை மாவட்டம். 2) சோலை முத்தையா தெரு, கொத்தரி, காரைக்குடி வட்டம், சிவகங்கை மாவட்டம். 3) சேகர் முத்தையா தெரு, கொத்தரி, காரைக்குடி வட்டம், சிவகங்கை மாவட்டம். 4) க. கனகவேல் கீழ நாரா தெரு, பள்ளத் தூர், காரைக்குடி வட்டம், சிவகங்கை மாவட்டம். xyxy=(1319,1106,1728,1205)
notice-paragraph: அமைப்பாளர் - பா. ரவணன் மாதவராயன்பட்டி, ஆலம்பட்டி அஞ் சல், திருப்பத்தூர் வட்டம், சிவகங்கை மாவட்டம் xyxy=(880,262,1300,292)
notice-paragraph: 4) மா. காளிமுத்து கண்ணங்கோட்டை, இராம் நகர் அஞ்சல், தேவகோட்டை வட்டம், சிவகங்கை மாவட்டம் 5) சி. டேவிட் பிரபாக xyxy=(441,1788,861,1819)
notice-paragraph: அமைப்பாளர் - ஆர்.கண்ணன் காந்தி நகர், திருப்பத்தூர், சிவ கங்கை மாவட்டம். xyxy=(1319,606,1728,637)
signer-wing: தி.மு.க. வர்த்தகர் அணி xyxy=(1540,1766,1683,1782)
section-heading: காளையார் கோவில் கிழக்கு ஒன்றியம் xyxy=(487,1075,815,1097)
notice-paragraph: அமைப்பாளர் - மு. ராமநாஸ் பாரதி நகர் 4வது தெரு, சிவகங்கை மாவட்டம். xyxy=(880,1052,1300,1083)
section-heading: இளையான்குடி மேற்கு ஒன்றியம் xyxy=(71,1805,356,1827)
notice-paragraph: துணை அமைப்பாளர்கள் - 1) தே. ராஜீவ் காந்தி எண். 24, பெரி யண்ணன் தெரு, பீரங்கிமேடு, செஞ்சி, விழுப்புரம் மாவட்டம். xyxy=(5,619,422,650)
section-divider xyxy=(1319,1365,1728,1366)
section-divider xyxy=(441,688,861,690)
notice-section xyxy=(441,0,861,135)
notice-paragraph: அமைப்பாளர் - க. முனியசாமி புதுத் தெரு, மானாமதுரை, சிவ கங்கை மாவட்டம். xyxy=(880,1208,1300,1238)
section-heading: எஸ். புதூர் ஒன்றியம் xyxy=(122,1393,304,1415)
notice-section xyxy=(880,1558,1300,1770)
section-divider xyxy=(441,1067,861,1068)
notice-section xyxy=(1319,734,1728,862)
notice-section xyxy=(880,0,1300,34)
section-divider xyxy=(1319,571,1728,572)
notice-paragraph: அமைப்பாளர் - சி. நாச்சியப்பன் குருந்தம்பட்டு அஞ்சல், கல்லல் வழி, காரைக்குடி வட்டம், சிவகங்கை மாவட்டம். xyxy=(441,552,861,583)
section-heading: கண்ணங்குடி ஒன்றியம் xyxy=(114,1187,312,1209)
notice-paragraph: துணை அமைப்பாளர்கள் - 1) ம.. தினேஷ் பெரிய தெரு, நல்லூர் கிராமம், வடநெற்குணம் அஞ்சல், மரக்காணம் வட்டம், விழுப்புரம் மாவட்டம். 2) சு. குப்பன் பாஸ்வது தெரு, குரூர் கிராமம், வைடாம் கம் அஞ்சல், மரக்காணம் வட்டம், விழுப்புரம் மாவட்டம். 3) ரா. மணி ராயநல்லூர் கிராமம் நகர் அஞ்சல், மரக்காணம் வட்டம், விழுப்புரம் மாவட்டம். 4) ரா. அருள் புதிய காலனி,அம்பேத்கர் தெரு, வண்ணாம் பேரி கிராமம், பிரம்மதேசம் அஞ்சல், மரக்காணம் வட்டம், விழுப்பு ரம் மாவட்டம். xyxy=(5,1,422,116)
notice-paragraph: - 630104, காரைக்குடி வட்டம், சிவகங்கை மாவட்டம். xyxy=(1347,1,1638,15)
notice-paragraph: அமைப்பாளர் - வெ. செல்வராஜ்காஞ்சிப்பட்டி, காளையார்கோவில் வட்டம், சிவகங்கை மாவட்டம் xyxy=(441,1103,861,1134)
section-heading: சிங்கம்புணரி தெற்கு ஒன்றியம் xyxy=(519,1230,782,1253)
notice-paragraph: அமைப்பாளர் - கே.ஆர். கணேசன் சந்தரம் நகர், சிங்கம்புணரி அஞ்சல் (ம) வட்டம், சிவகங்கை மாவட்டம் - 630502 xyxy=(441,1464,861,1495)
notice-paragraph: அமைப்பாளர் - ஆர். பழனிசாமி கீழக்காட்டு ரோடு, சிங்கம்புணரி, சிவகங்கை மாவட்டம் - 630502. xyxy=(1319,1400,1728,1431)
column-divider xyxy=(430,0,432,2156)
section-divider xyxy=(1319,1037,1728,1038)
notice-paragraph: துணை அமைப்பாளர்கள் - 1) பா. செந்தில்முருகன் சூராணம் அஞ் சல், இளையான்குடி வட்டம், சிவகங்கை மாவட்டம். 2) சு. சக்திவேல் சூராணம் அஞ்சல், இளையான்குடி வட்டம், சிவகங்கை மாவட்டம். 3) சி. சசி விஸ்வநாதபுரம், இளையான்குடி வட்டம், சிவகங்கை மாவட்டம். 4) செ. பால்ஸாமி ஓச்சந்தட்டு, இளையான்குடி வட்டம், சிவ கங்கை மாவட்டம். 5) ச. சாந்தி கல்லனி கலங்காதான்கோட்டை, இளை யான்குடி வட்டம், சிவகங்கை மாவட்டம். xyxy=(441,396,861,512)
section-heading: செஞ்சி பேரூர் xyxy=(151,558,275,580)
notice-paragraph: அமைப்பாளர் - பா. நாகராஜன் ஜவஹர்லால் தெரு, கண்டனூர் xyxy=(907,1809,1238,1823)
section-divider xyxy=(880,1773,1300,1774)
section-heading: இளையான்குடி தெற்கு ஒன்றியம் xyxy=(509,146,792,168)
notice-paragraph: துணை அமைப்பாளர்கள் - 1) மு. முருகன் செங்குளம், கீழகுடியிருப்பு, சாத்தரசன் கோட்டை அஞ்சல், காளையார்கோவில் வட்டம், சிவகங்கை மாவட்டம் 2) அ. கண்டுமணி சாத்தரசன் கோட்டை அஞ்சல், காளையார்கோவில் அஞ்சல், சிவகங்கை மாவட் டம் 3) பி. ராஜமுஹம்மது மறவமங்கலம், மறவமங்கலம் அஞ்சல், காளையார்கோவில் வட்டம், சிவகங்கை மாவட்டம் 4) ரா. தாமநாதன் பாலவேயந்தல், வேலாரேந்தல் அஞ்சல், காளையார்கோவில் வட்டம், சிவகங்கை மாவட்டம் xyxy=(880,106,1300,221)
notice-paragraph: அமைப்பாளர் - கி. சத்தியேந்திரன் இளமனூர், கணபனேந்தல், இளையான்குடி வட்டம், சிவகங்கை மாவட்டம் - 623701. xyxy=(5,1643,422,1674)
notice-paragraph: அமைப்பாளர் - மு. சுந்தர் விவேகானந்தர் தெரு, அனந்தபுரம் மற் றும் அஞ்சல், செஞ்சி தாலுகா, விழுப்புரம் மாவட்டம் - 605201. xyxy=(5,775,422,806)
notice-paragraph: அமைப்பாளர் - ச. முகமதுஜுக்கரியா மறவமங்கலம் அஞ்சல், காளையார்கோவில் வட்டம், சிவகங்கை மாவட்டம் xyxy=(880,73,1300,103)
section-divider xyxy=(1319,864,1728,866)
section-heading: சாக்கோட்டை கிழக்கு ஒன்றியம் xyxy=(954,440,1226,462)
notice-paragraph: துணை அமைப்பாளர்கள் - 1) வி. சுந்தரபாண்டி 236, கனனை யப்பா நகர், கழனி வாசல், காரைக்குடி வட்டம், சிவகங்கை மாவட்டம். 2) எஸ். அஜித்பாண்டியன் 26, என்.என். கே. தெரு, அண்ணா நகர், காரைக்குடி, காரைக்குடி வட்டம், சிவகங்கை மாவட்டம். 3) என். வேலு 36, திருவள்ளுவர் தெரு, வைத்தியலிங்கபுரம், காரைக்குடி, காரைக்குடி வட்டம், சிவகங்கை மாவட்டம். 4) ஆர். மெய்யப்பன் 1, அவ்வையார் தெரு, செஞ்சை, காரைக்குடி, காரைக்குடி வட்டம், சிவ கங்கை மாவட்டம். 5) செ. செல்வேந்திரன் 2/1, வடக்கு தெரு, சுப்பிர மணியபுரம் 6வது வீதி, காரைக்குடி, காரைக்குடி வட்டம், சிவகங்கை மாவட்டம். xyxy=(880,1620,1300,1768)
notice-section xyxy=(441,1075,861,1219)
notice-paragraph: துணை அமைப்பாளர்கள் - 1) ரா.மு மீனாட்சிநகர், சிங்கம்புணரி, சிவகங்கை மாவட்டம் - 630502. 2) ஆ. சேவுகப்பெருமாள் மேனகா மெட்டல்ஸ், காரைக்குடி மெயின் ரோடு, சிங்கம்புணரி, சிவகங்கை மாவட்டம் - 630502. 3) பா. ரவணன் நாடார் தெரு, சிங்கம்புணரி, சிவகங்கை மாவட்டம் - 630502. xyxy=(1319,1434,1728,1516)
section-heading: காளையார் கோவில் தெற்கு ஒன்றியம் xyxy=(927,45,1253,67)
section-divider xyxy=(5,155,422,156)
notice-section xyxy=(441,524,861,685)
notice-section xyxy=(1319,268,1728,395)
section-divider xyxy=(880,1827,1300,1828)
column-1 xyxy=(0,0,426,2156)
notice-section xyxy=(880,1180,1300,1341)
section-heading: கானாடுகாத்தான் பேரூர் xyxy=(1421,1528,1626,1550)
section-heading: தேவகோட்டை வடக்கு ஒன்றியம் xyxy=(508,1642,794,1665)
notice-paragraph: அமைப்பாளர் - ஆர்.கே. ரமேஷ் நாட்டரசன்கோட்டை, சிவகங்கை மாவட்டம். xyxy=(1319,295,1728,326)
section-divider xyxy=(880,37,1300,38)
section-heading: இளையான்குடி வடக்கு ஒன்றியம் xyxy=(69,1616,358,1638)
section-divider xyxy=(441,894,861,896)
section-heading: திருப்பத்தூர் வடக்கு ஒன்றியம் xyxy=(959,852,1221,874)
notice-section xyxy=(1319,1217,1728,1362)
